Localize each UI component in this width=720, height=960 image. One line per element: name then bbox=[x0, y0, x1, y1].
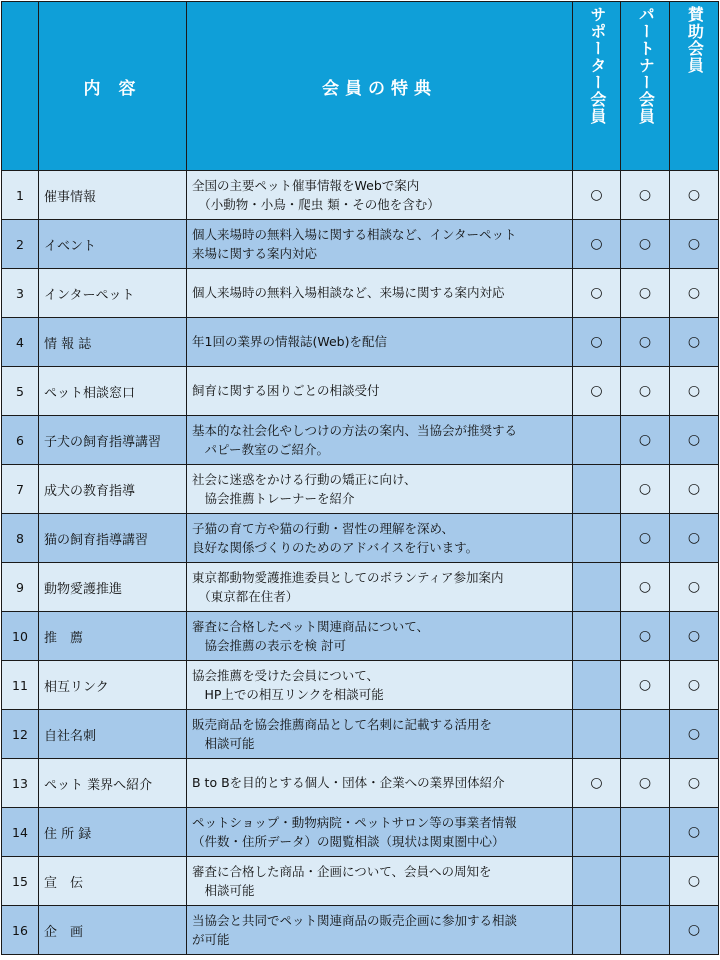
content-header: 内 容 bbox=[39, 2, 187, 171]
partner-mark bbox=[621, 857, 670, 906]
sponsor-mark: ○ bbox=[670, 269, 719, 318]
partner-mark: ○ bbox=[621, 514, 670, 563]
benefit-line-1: 個人来場時の無料入場相談など、来場に関する案内対応 bbox=[192, 285, 505, 301]
row-number: 15 bbox=[2, 857, 39, 906]
benefit-line-2: パピー教室のご紹介。 bbox=[192, 442, 330, 457]
row-item: 自社名刺 bbox=[39, 710, 187, 759]
row-benefit bbox=[187, 318, 573, 367]
partner-mark bbox=[621, 906, 670, 955]
benefit-line-1: 社会に迷惑をかける行動の矯正に向け、 bbox=[192, 471, 417, 487]
supporter-mark bbox=[573, 416, 621, 465]
partner-mark: ○ bbox=[621, 759, 670, 808]
row-item: 企 画 bbox=[39, 906, 187, 955]
benefit-header: 会員の特典 bbox=[187, 2, 573, 171]
benefit-line-1: 基本的な社会化やしつけの方法の案内、当協会が推奨する bbox=[192, 422, 518, 438]
row-number: 3 bbox=[2, 269, 39, 318]
supporter-mark: ○ bbox=[573, 220, 621, 269]
row-benefit bbox=[187, 465, 573, 514]
supporter-mark bbox=[573, 563, 621, 612]
table-row bbox=[2, 220, 719, 269]
sponsor-mark: ○ bbox=[670, 514, 719, 563]
row-number: 9 bbox=[2, 563, 39, 612]
table-row bbox=[2, 857, 719, 906]
benefit-line-2: （件数・住所データ）の閲覧相談（現状は関東圏中心） bbox=[192, 834, 505, 849]
benefit-line-2: （小動物・小鳥・爬虫 類・その他を含む） bbox=[192, 197, 440, 212]
row-benefit bbox=[187, 514, 573, 563]
supporter-mark bbox=[573, 710, 621, 759]
benefit-line-1: 審査に合格したペット関連商品について、 bbox=[192, 618, 430, 634]
row-benefit bbox=[187, 710, 573, 759]
supporter-header-label: サポーター会員 bbox=[587, 6, 607, 125]
benefit-line-2: （東京都在住者） bbox=[192, 589, 299, 604]
partner-mark: ○ bbox=[621, 269, 670, 318]
row-benefit bbox=[187, 367, 573, 416]
partner-mark bbox=[621, 710, 670, 759]
row-number: 6 bbox=[2, 416, 39, 465]
row-item: イベント bbox=[39, 220, 187, 269]
partner-header bbox=[621, 2, 670, 171]
benefit-line-1: 協会推薦を受けた会員について、 bbox=[192, 667, 380, 683]
supporter-mark bbox=[573, 808, 621, 857]
partner-mark: ○ bbox=[621, 367, 670, 416]
benefit-line-1: 年1回の業界の情報誌(Web)を配信 bbox=[192, 334, 387, 350]
sponsor-mark: ○ bbox=[670, 220, 719, 269]
row-number: 14 bbox=[2, 808, 39, 857]
row-number: 11 bbox=[2, 661, 39, 710]
row-number: 12 bbox=[2, 710, 39, 759]
table-row bbox=[2, 906, 719, 955]
supporter-mark bbox=[573, 612, 621, 661]
benefit-line-1: 当協会と共同でペット関連商品の販売企画に参加する相談 bbox=[192, 912, 518, 928]
partner-mark bbox=[621, 808, 670, 857]
membership-benefits-table bbox=[1, 1, 719, 955]
row-item: 情 報 誌 bbox=[39, 318, 187, 367]
benefit-line-1: 販売商品を協会推薦商品として名刺に記載する活用を bbox=[192, 716, 493, 732]
partner-mark: ○ bbox=[621, 563, 670, 612]
benefit-line-1: 全国の主要ペット催事情報をWebで案内 bbox=[192, 177, 420, 193]
table-row bbox=[2, 416, 719, 465]
row-number: 2 bbox=[2, 220, 39, 269]
sponsor-mark: ○ bbox=[670, 171, 719, 220]
supporter-mark: ○ bbox=[573, 759, 621, 808]
row-benefit bbox=[187, 563, 573, 612]
benefit-line-2: 相談可能 bbox=[192, 736, 255, 751]
supporter-mark: ○ bbox=[573, 318, 621, 367]
supporter-mark: ○ bbox=[573, 269, 621, 318]
row-item: 推 薦 bbox=[39, 612, 187, 661]
sponsor-mark: ○ bbox=[670, 416, 719, 465]
row-number: 7 bbox=[2, 465, 39, 514]
row-benefit bbox=[187, 661, 573, 710]
row-item: 相互リンク bbox=[39, 661, 187, 710]
sponsor-header-label: 賛助会員 bbox=[685, 6, 705, 74]
row-benefit bbox=[187, 269, 573, 318]
benefit-line-2: 協会推薦の表示を検 討可 bbox=[192, 638, 346, 653]
supporter-header bbox=[573, 2, 621, 171]
row-item: 催事情報 bbox=[39, 171, 187, 220]
partner-mark: ○ bbox=[621, 318, 670, 367]
header-row bbox=[2, 2, 719, 171]
supporter-mark bbox=[573, 906, 621, 955]
table-row bbox=[2, 514, 719, 563]
benefit-line-1: 東京都動物愛護推進委員としてのボランティア参加案内 bbox=[192, 569, 504, 585]
table-row bbox=[2, 367, 719, 416]
row-item: ペット相談窓口 bbox=[39, 367, 187, 416]
partner-header-label: パートナー会員 bbox=[636, 6, 656, 125]
sponsor-mark: ○ bbox=[670, 906, 719, 955]
row-benefit bbox=[187, 220, 573, 269]
row-item: 宣 伝 bbox=[39, 857, 187, 906]
row-number: 16 bbox=[2, 906, 39, 955]
supporter-mark bbox=[573, 514, 621, 563]
table-row bbox=[2, 710, 719, 759]
row-item: 成犬の教育指導 bbox=[39, 465, 187, 514]
partner-mark: ○ bbox=[621, 171, 670, 220]
row-item: 子犬の飼育指導講習 bbox=[39, 416, 187, 465]
supporter-mark bbox=[573, 465, 621, 514]
supporter-mark bbox=[573, 661, 621, 710]
row-item: ペット 業界へ紹介 bbox=[39, 759, 187, 808]
sponsor-mark: ○ bbox=[670, 612, 719, 661]
benefit-line-1: 飼育に関する困りごとの相談受付 bbox=[192, 383, 380, 399]
row-benefit bbox=[187, 416, 573, 465]
row-number: 4 bbox=[2, 318, 39, 367]
benefit-line-1: 子猫の育て方や猫の行動・習性の理解を深め、 bbox=[192, 520, 455, 536]
supporter-mark bbox=[573, 857, 621, 906]
partner-mark: ○ bbox=[621, 612, 670, 661]
partner-mark: ○ bbox=[621, 416, 670, 465]
row-number: 5 bbox=[2, 367, 39, 416]
row-number: 10 bbox=[2, 612, 39, 661]
sponsor-header bbox=[670, 2, 719, 171]
supporter-mark: ○ bbox=[573, 171, 621, 220]
row-benefit bbox=[187, 857, 573, 906]
row-item: インターペット bbox=[39, 269, 187, 318]
partner-mark: ○ bbox=[621, 661, 670, 710]
partner-mark: ○ bbox=[621, 465, 670, 514]
table-row bbox=[2, 465, 719, 514]
row-benefit bbox=[187, 906, 573, 955]
sponsor-mark: ○ bbox=[670, 808, 719, 857]
table-body bbox=[2, 171, 719, 955]
benefit-line-2: HP上での相互リンクを相談可能 bbox=[192, 687, 384, 702]
row-benefit bbox=[187, 171, 573, 220]
benefit-line-2: が可能 bbox=[192, 932, 230, 947]
row-benefit bbox=[187, 759, 573, 808]
table-row bbox=[2, 563, 719, 612]
sponsor-mark: ○ bbox=[670, 759, 719, 808]
benefit-line-2: 協会推薦トレーナーを紹介 bbox=[192, 491, 355, 506]
benefit-line-1: B to Bを目的とする個人・団体・企業への業界団体紹介 bbox=[192, 775, 505, 791]
benefit-line-2: 相談可能 bbox=[192, 883, 255, 898]
partner-mark: ○ bbox=[621, 220, 670, 269]
benefit-line-2: 来場に関する案内対応 bbox=[192, 246, 318, 261]
benefit-line-1: 審査に合格した商品・企画について、会員への周知を bbox=[192, 863, 492, 879]
row-item: 猫の飼育指導講習 bbox=[39, 514, 187, 563]
sponsor-mark: ○ bbox=[670, 661, 719, 710]
sponsor-mark: ○ bbox=[670, 465, 719, 514]
sponsor-mark: ○ bbox=[670, 563, 719, 612]
row-benefit bbox=[187, 612, 573, 661]
table-row bbox=[2, 318, 719, 367]
benefit-line-1: 個人来場時の無料入場に関する相談など、インターペット bbox=[192, 226, 517, 242]
supporter-mark: ○ bbox=[573, 367, 621, 416]
table-row bbox=[2, 269, 719, 318]
sponsor-mark: ○ bbox=[670, 857, 719, 906]
table-row bbox=[2, 808, 719, 857]
sponsor-mark: ○ bbox=[670, 367, 719, 416]
row-number: 1 bbox=[2, 171, 39, 220]
sponsor-mark: ○ bbox=[670, 318, 719, 367]
table-row bbox=[2, 661, 719, 710]
table-row bbox=[2, 612, 719, 661]
sponsor-mark: ○ bbox=[670, 710, 719, 759]
benefit-line-1: ペットショップ・動物病院・ペットサロン等の事業者情報 bbox=[192, 814, 517, 830]
row-number: 8 bbox=[2, 514, 39, 563]
row-item: 住 所 録 bbox=[39, 808, 187, 857]
benefit-line-2: 良好な関係づくりのためのアドバイスを行います。 bbox=[192, 540, 479, 555]
row-item: 動物愛護推進 bbox=[39, 563, 187, 612]
number-header bbox=[2, 2, 39, 171]
table-row bbox=[2, 759, 719, 808]
row-benefit bbox=[187, 808, 573, 857]
table-row bbox=[2, 171, 719, 220]
row-number: 13 bbox=[2, 759, 39, 808]
